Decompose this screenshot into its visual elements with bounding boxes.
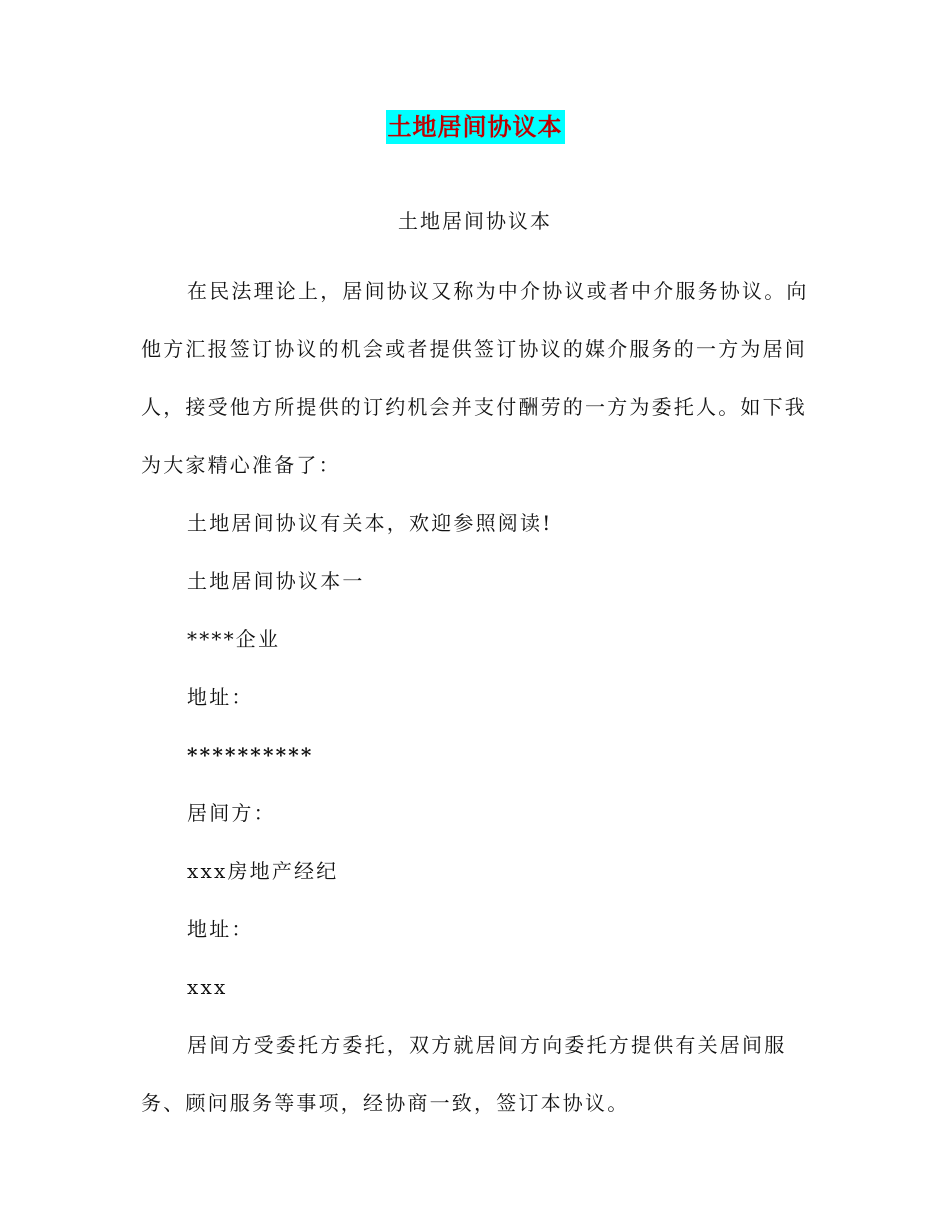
- document-heading-text: 土地居间协议本: [386, 110, 565, 144]
- paragraph-intermediary-address-label: 地址：: [187, 917, 254, 941]
- document-heading: [0, 110, 950, 147]
- paragraph-agreement-text: 居间方受委托方委托，双方就居间方向委托方提供有关居间服务、顾问服务等事项，经协商一致，签订本协议。: [141, 1033, 787, 1115]
- paragraph-intro: 在民法理论上，居间协议又称为中介协议或者中介服务协议。向他方汇报签订协议的机会或者提供签订协议的媒介服务的一方为居间人，接受他方所提供的订约机会并支付酬劳的一方为委托人。如下我为大家精心准备了：: [141, 279, 809, 477]
- paragraph-company-name: ****企业: [187, 627, 281, 651]
- paragraph-section-title: 土地居间协议本一: [187, 569, 365, 593]
- document-subtitle: 土地居间协议本: [398, 209, 552, 233]
- paragraph-reading-note: 土地居间协议有关本，欢迎参照阅读!: [187, 511, 553, 535]
- document-body: [141, 262, 816, 1132]
- paragraph-address-value: **********: [187, 743, 314, 767]
- paragraph-intermediary-name: xxx房地产经纪: [187, 859, 339, 883]
- paragraph-address-label: 地址：: [187, 685, 254, 709]
- paragraph-intermediary-address-value: xxx: [187, 975, 228, 999]
- paragraph-intermediary-label: 居间方：: [187, 801, 276, 825]
